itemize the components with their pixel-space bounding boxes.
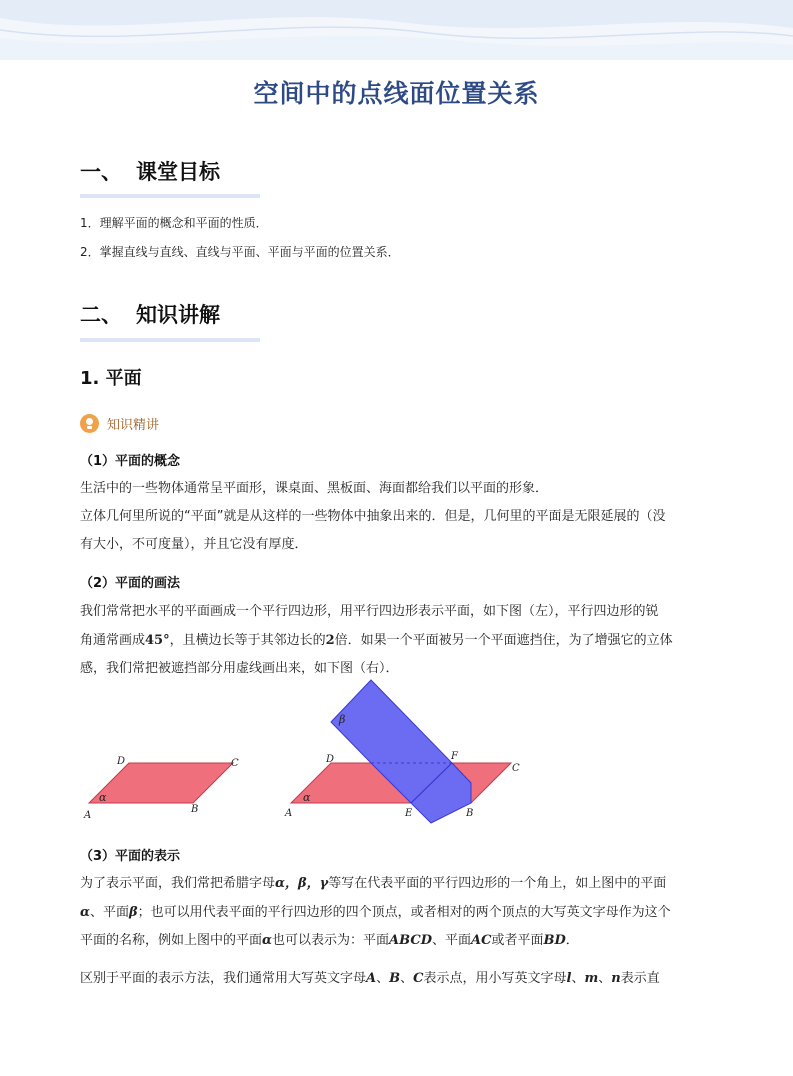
text-line: 平面的名称，例如上图中的平面α也可以表示为：平面ABCD、平面AC或者平面BD． (80, 933, 579, 948)
label-alpha: α (303, 791, 311, 804)
goal-item: 1．理解平面的概念和平面的性质． (80, 216, 268, 230)
section-underline (80, 194, 260, 198)
subsection-heading: 1. 平面 (80, 368, 142, 389)
text-line: 生活中的一些物体通常呈平面形，课桌面、黑板面、海面都给我们以平面的形象． (80, 481, 549, 496)
section-heading-knowledge: 二、 知识讲解 (80, 303, 220, 327)
paragraph-heading: （3）平面的表示 (80, 849, 181, 864)
label-B: B (191, 804, 199, 815)
label-C: C (512, 763, 520, 774)
text-line: α、平面β；也可以用代表平面的平行四边形的四个顶点，或者相对的两个顶点的大写英文字母作为这个 (80, 905, 671, 920)
label-E: E (405, 808, 413, 819)
paragraph-heading: （1）平面的概念 (80, 454, 181, 469)
text-line: 立体几何里所说的“平面”就是从这样的一些物体中抽象出来的．但是，几何里的平面是无限延展的（没 (80, 509, 666, 524)
plane-alpha-left (89, 763, 233, 803)
label-A: A (84, 810, 92, 821)
label-A: A (285, 808, 293, 819)
paragraph-heading: （2）平面的画法 (80, 576, 181, 591)
goal-item: 2．掌握直线与直线、直线与平面、平面与平面的位置关系． (80, 245, 400, 259)
text-line: 有大小，不可度量），并且它没有厚度． (80, 537, 308, 552)
lightbulb-icon (80, 414, 99, 433)
text-line: 区别于平面的表示方法，我们通常用大写英文字母A、B、C表示点，用小写英文字母l、m、n表示直 (80, 971, 660, 986)
text-line: 我们常常把水平的平面画成一个平行四边形，用平行四边形表示平面，如下图（左），平行四边形的锐 (80, 604, 659, 619)
label-alpha: α (99, 791, 107, 804)
header-banner (0, 0, 793, 60)
label-C: C (231, 758, 239, 769)
label-beta: β (339, 713, 346, 726)
knowledge-tag: 知识精讲 (80, 413, 159, 433)
label-D: D (117, 756, 126, 767)
label-D: D (326, 754, 335, 765)
section-heading-goals: 一、 课堂目标 (80, 160, 220, 184)
label-F: F (451, 751, 458, 762)
label-B: B (466, 808, 474, 819)
text-line: 为了表示平面，我们常把希腊字母α，β，γ等写在代表平面的平行四边形的一个角上，如上图中的平面 (80, 876, 667, 891)
text-line: 角通常画成45°，且横边长等于其邻边长的2倍．如果一个平面被另一个平面遮挡住，为了增强它的立体 (80, 633, 673, 648)
page-title: 空间中的点线面位置关系 (253, 79, 540, 108)
plane-figure (0, 670, 793, 830)
text-line: 感，我们常把被遮挡部分用虚线画出来，如下图（右）． (80, 661, 399, 676)
section-underline (80, 338, 260, 342)
